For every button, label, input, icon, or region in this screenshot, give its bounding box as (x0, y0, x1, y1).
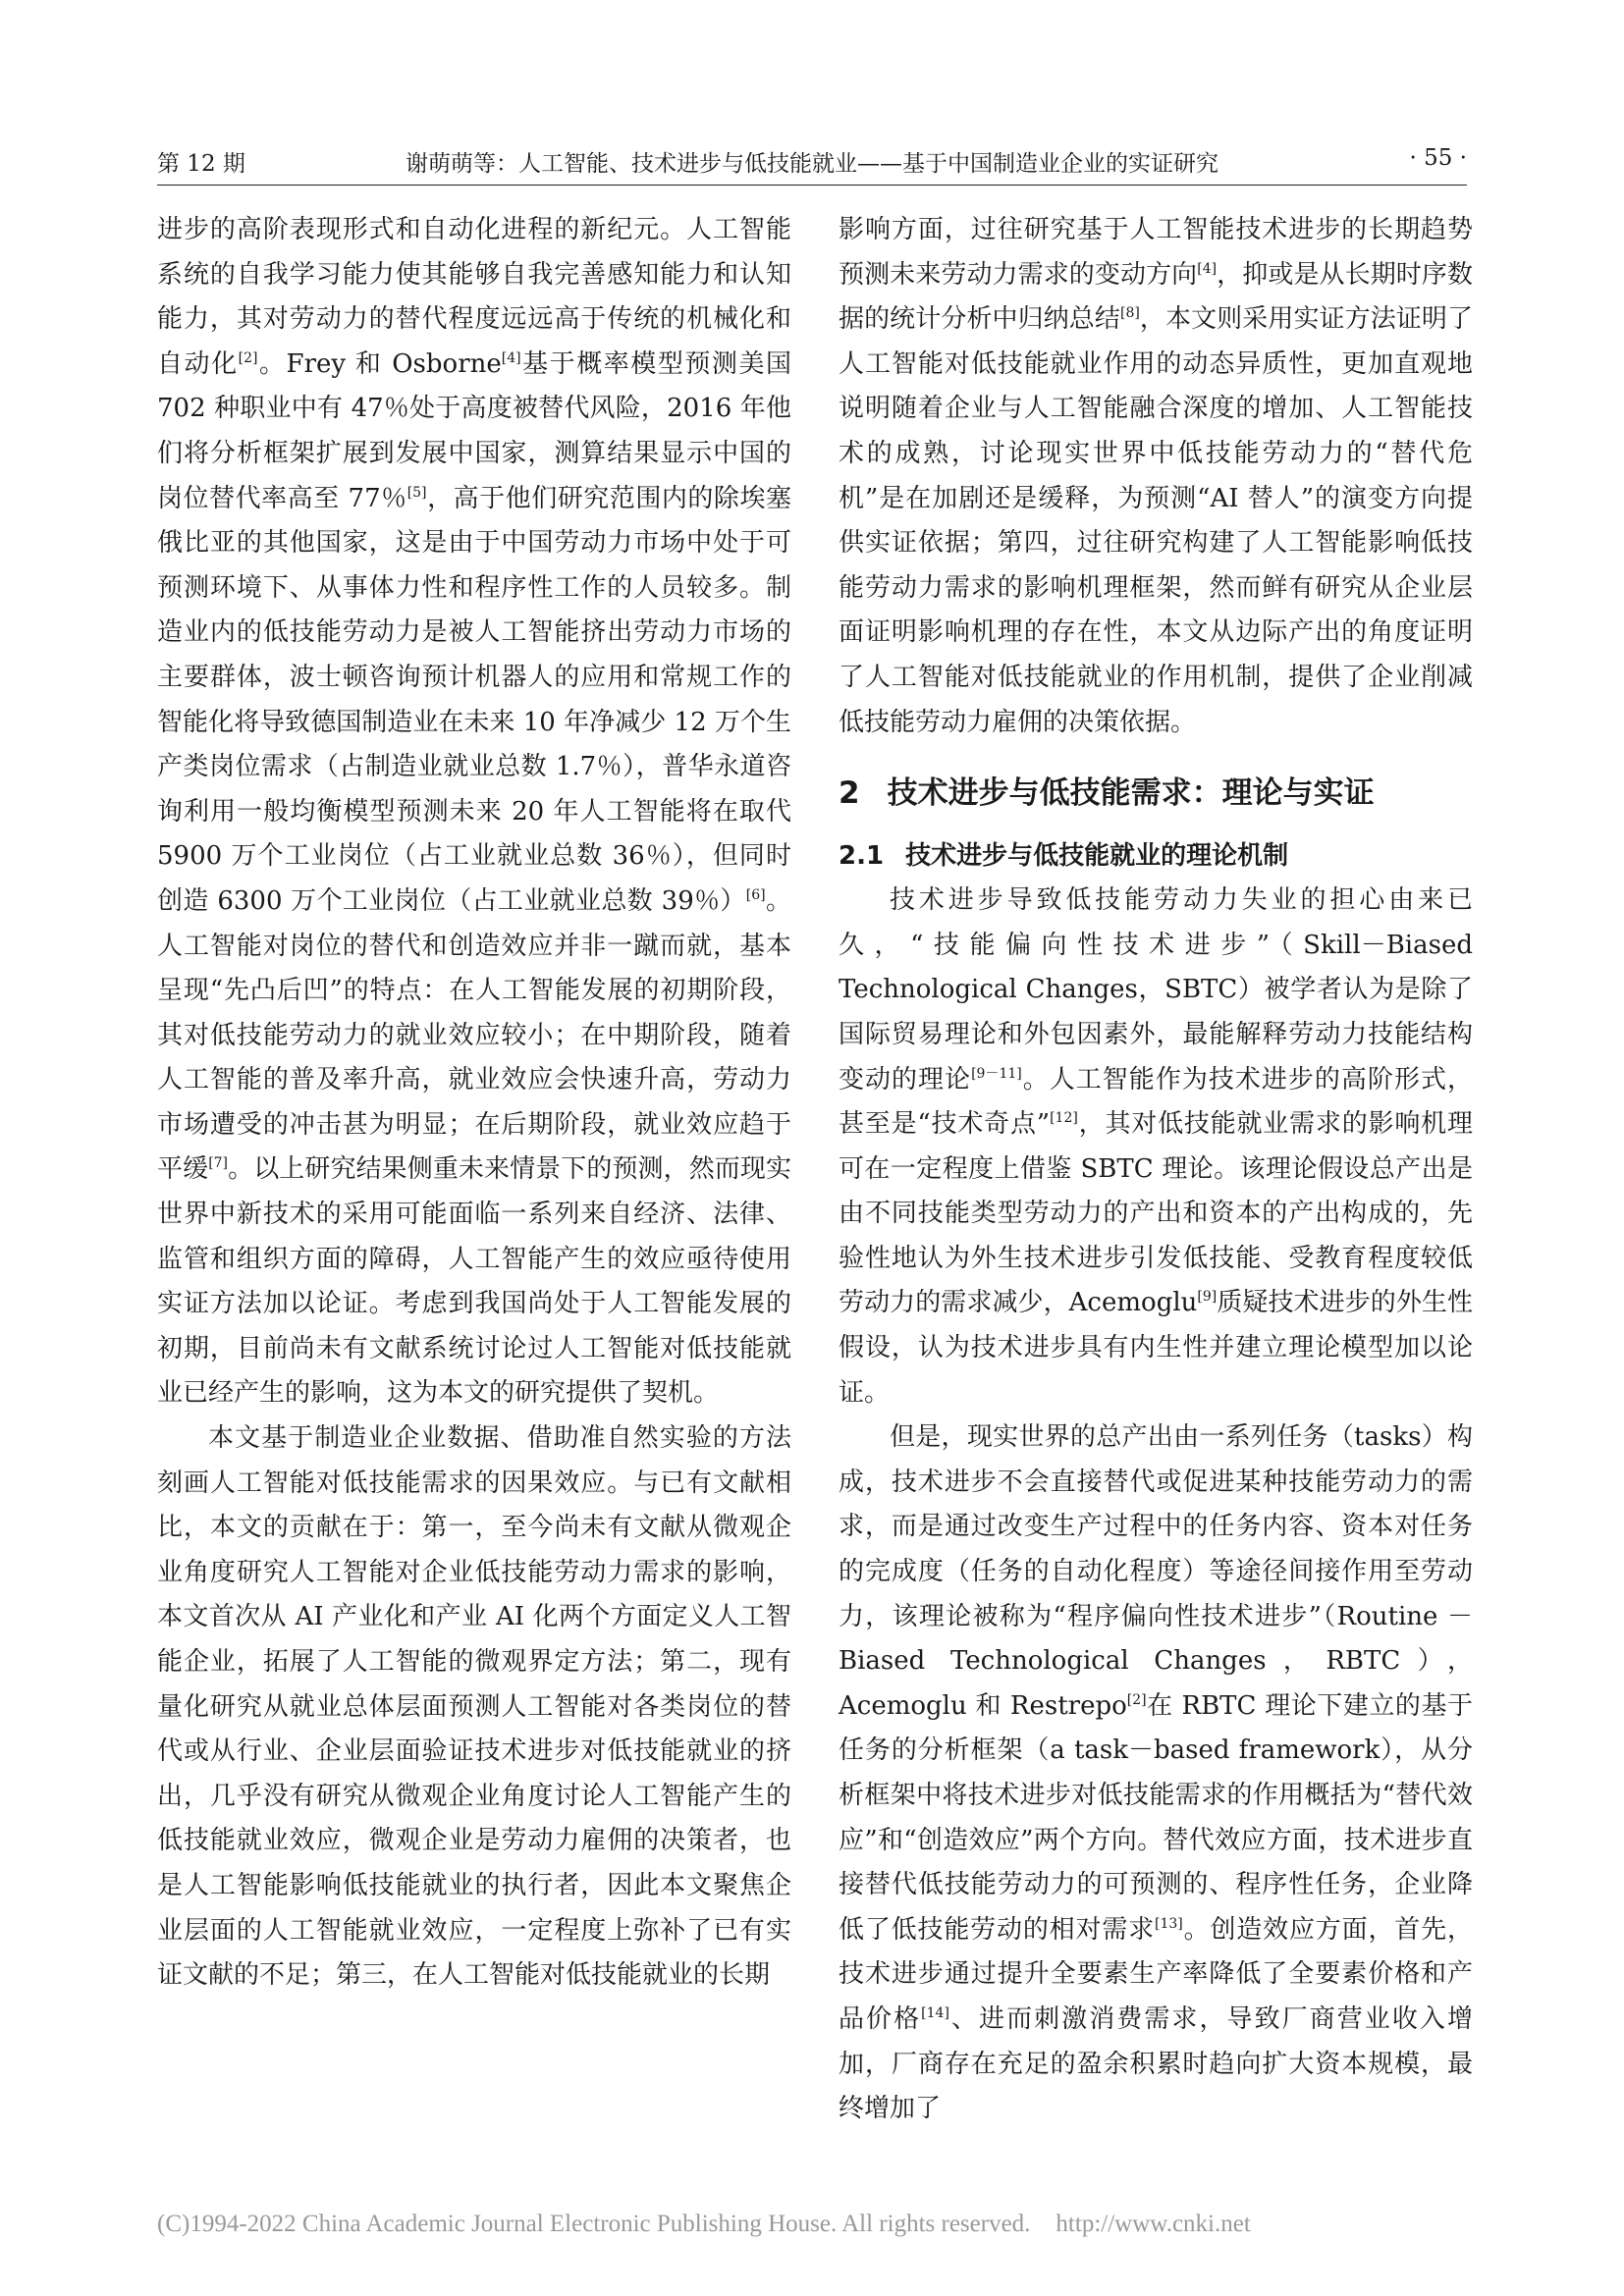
citation: [4] (1197, 260, 1218, 277)
footer-url[interactable]: http://www.cnki.net (1056, 2211, 1251, 2237)
paragraph: 影响方面，过往研究基于人工智能技术进步的长期趋势预测未来劳动力需求的变动方向[4]，抑或是从长期时序数据的统计分析中归纳总结[8]，本文则采用实证方法证明了人工智能对低技能就业作用的动态异质性，更加直观地说明随着企业与人工智能融合深度的增加、人工智能技术的成熟，讨论现实世界中低技能劳动力的“替代危机”是在加剧还是缓释，为预测“AI 替人”的演变方向提供实证依据；第四，过往研究构建了人工智能影响低技能劳动力需求的影响机理框架，然而鲜有研究从企业层面证明影响机理的存在性，本文从边际产出的角度证明了人工智能对低技能就业的作用机制，提供了企业削减低技能劳动力雇佣的决策依据。 (839, 215, 1473, 737)
section-heading: 2 技术进步与低技能需求：理论与实证 (839, 775, 1375, 812)
paragraph: 技术进步导致低技能劳动力失业的担心由来已久，“技能偏向性技术进步”（Skill－Biased Technological Changes，SBTC）被学者认为是除了国际贸易理论和外包因素外，最能解释劳动力技能结构变动的理论[9－11]。人工智能作为技术进步的高阶形式，甚至是“技术奇点”[12]，其对低技能就业需求的影响机理可在一定程度上借鉴 SBTC 理论。该理论假设总产出是由不同技能类型劳动力的产出和资本的产出构成的，先验性地认为外生技术进步引发低技能、受教育程度较低劳动力的需求减少，Acemoglu[9]质疑技术进步的外生性假设，认为技术进步具有内生性并建立理论模型加以论证。 (839, 885, 1473, 1408)
citation: [5] (406, 484, 427, 501)
paragraph: 但是，现实世界的总产出由一系列任务（tasks）构成，技术进步不会直接替代或促进某种技能劳动力的需求，而是通过改变生产过程中的任务内容、资本对任务的完成度（任务的自动化程度）等途径间接作用至劳动力，该理论被称为“程序偏向性技术进步”（Routine － Biased Technological Changes，RBTC），Acemoglu 和 Restrepo[2]在 RBTC 理论下建立的基于任务的分析框架（a task－based framework），从分析框架中将技术进步对低技能需求的作用概括为“替代效应”和“创造效应”两个方向。替代效应方面，技术进步直接替代低技能劳动力的可预测的、程序性任务，企业降低了低技能劳动的相对需求[13]。创造效应方面，首先，技术进步通过提升全要素生产率降低了全要素价格和产品价格[14]、进而刺激消费需求，导致厂商营业收入增加，厂商存在充足的盈余积累时趋向扩大资本规模，最终增加了 (839, 1422, 1473, 2124)
citation: [8] (1119, 305, 1140, 322)
page-header (157, 145, 1467, 186)
right-column (839, 208, 1473, 2132)
citation: [6] (745, 886, 766, 903)
citation: [9－11] (971, 1065, 1022, 1082)
citation: [13] (1155, 1915, 1183, 1932)
left-column (157, 208, 791, 1999)
citation: [9] (1197, 1289, 1218, 1306)
citation: [4] (501, 349, 521, 366)
citation: [2] (1126, 1691, 1147, 1708)
copyright-notice: (C)1994-2022 China Academic Journal Electronic Publishing House. All rights reserved. (157, 2211, 1031, 2237)
citation: [14] (921, 2004, 949, 2021)
paragraph: 进步的高阶表现形式和自动化进程的新纪元。人工智能系统的自我学习能力使其能够自我完善感知能力和认知能力，其对劳动力的替代程度远远高于传统的机械化和自动化[2]。Frey 和 Osborne[4]基于概率模型预测美国 702 种职业中有 47％处于高度被替代风险，2016 年他们将分析框架扩展到发展中国家，测算结果显示中国的岗位替代率高至 77％[5]，高于他们研究范围内的除埃塞俄比亚的其他国家，这是由于中国劳动力市场中处于可预测环境下、从事体力性和程序性工作的人员较多。制造业内的低技能劳动力是被人工智能挤出劳动力市场的主要群体，波士顿咨询预计机器人的应用和常规工作的智能化将导致德国制造业在未来 10 年净减少 12 万个生产类岗位需求（占制造业就业总数 1.7％），普华永道咨询利用一般均衡模型预测未来 20 年人工智能将在取代 5900 万个工业岗位（占工业就业总数 36％），但同时创造 6300 万个工业岗位（占工业就业总数 39％）[6]。人工智能对岗位的替代和创造效应并非一蹴而就，基本呈现“先凸后凹”的特点：在人工智能发展的初期阶段，其对低技能劳动力的就业效应较小；在中期阶段，随着人工智能的普及率升高，就业效应会快速升高，劳动力市场遭受的冲击甚为明显；在后期阶段，就业效应趋于平缓[7]。以上研究结果侧重未来情景下的预测，然而现实世界中新技术的采用可能面临一系列来自经济、法律、监管和组织方面的障碍，人工智能产生的效应亟待使用实证方法加以论证。考虑到我国尚处于人工智能发展的初期，目前尚未有文献系统讨论过人工智能对低技能就业已经产生的影响，这为本文的研究提供了契机。 (157, 215, 791, 1409)
page-footer (157, 2211, 1467, 2238)
citation: [7] (208, 1155, 229, 1172)
citation: [2] (238, 349, 258, 366)
paragraph: 本文基于制造业企业数据、借助准自然实验的方法刻画人工智能对低技能需求的因果效应。与已有文献相比，本文的贡献在于：第一，至今尚未有文献从微观企业角度研究人工智能对企业低技能劳动力需求的影响，本文首次从 AI 产业化和产业 AI 化两个方面定义人工智能企业，拓展了人工智能的微观界定方法；第二，现有量化研究从就业总体层面预测人工智能对各类岗位的替代或从行业、企业层面验证技术进步对低技能就业的挤出，几乎没有研究从微观企业角度讨论人工智能产生的低技能就业效应，微观企业是劳动力雇佣的决策者，也是人工智能影响低技能就业的执行者，因此本文聚焦企业层面的人工智能就业效应，一定程度上弥补了已有实证文献的不足；第三，在人工智能对低技能就业的长期 (157, 1423, 791, 1991)
issue-number: 第 12 期 (157, 151, 245, 177)
subsection-heading: 2.1 技术进步与低技能就业的理论机制 (839, 841, 1289, 872)
running-title: 谢萌萌等：人工智能、技术进步与低技能就业——基于中国制造业企业的实证研究 (406, 151, 1218, 177)
citation: [12] (1050, 1110, 1078, 1127)
page-number: · 55 · (1409, 145, 1467, 171)
